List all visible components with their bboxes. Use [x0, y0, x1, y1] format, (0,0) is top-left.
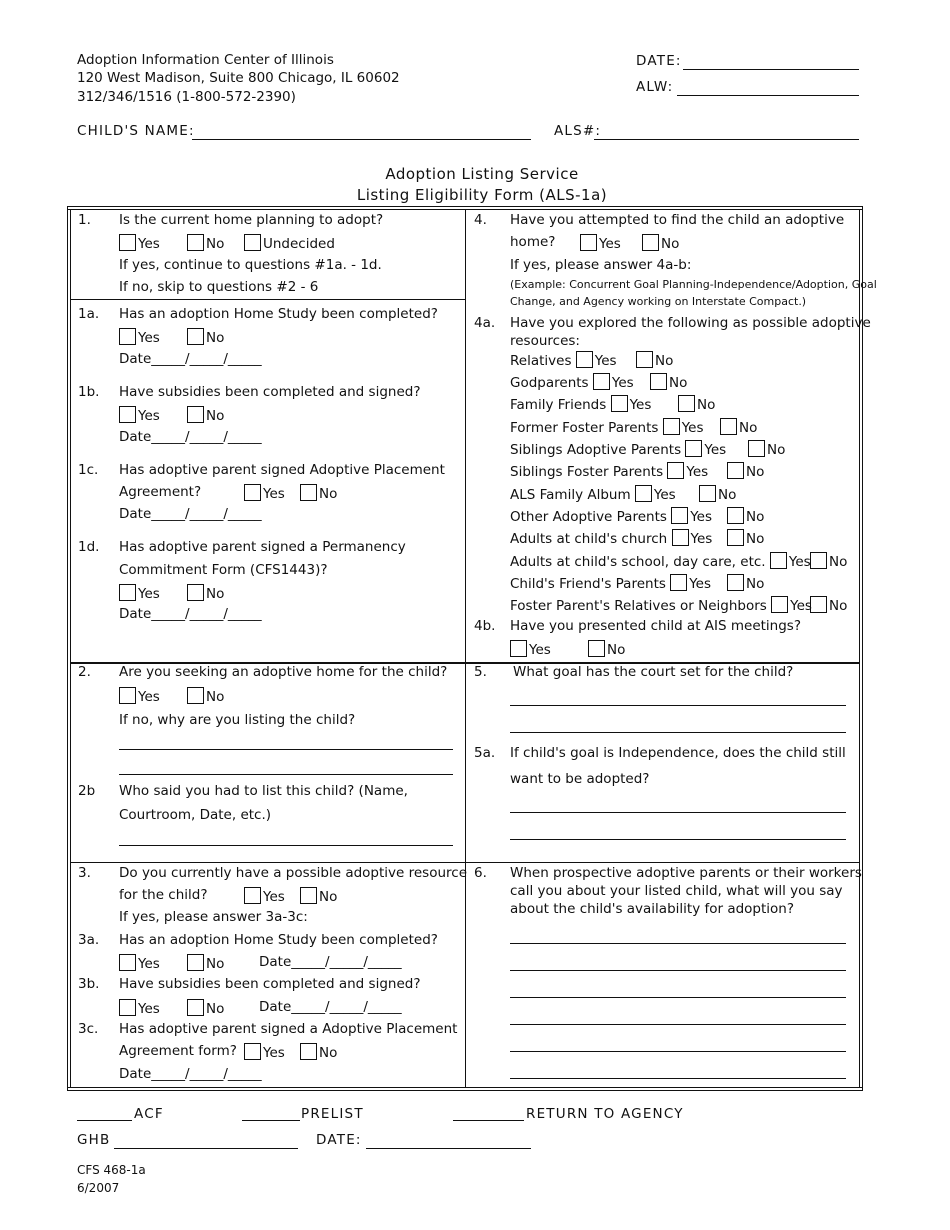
date-label: DATE: [636, 53, 682, 69]
q5a-text: If child's goal is Independence, does the child still [510, 745, 846, 761]
no-label: No [206, 689, 225, 705]
q2b-text: Who said you had to list this child? (Name, [119, 783, 408, 799]
als-album-yes-checkbox[interactable] [635, 485, 652, 502]
als-album-no-checkbox[interactable] [699, 485, 716, 502]
als-field[interactable] [594, 139, 859, 140]
q1c-yes-checkbox[interactable] [244, 484, 261, 501]
q4-no-checkbox[interactable] [642, 234, 659, 251]
yes-label: Yes [138, 689, 160, 705]
q1c-text-2: Agreement? [119, 484, 202, 500]
q1-number: 1. [78, 212, 91, 228]
q4b-no-checkbox[interactable] [588, 640, 605, 657]
q3b-text: Have subsidies been completed and signed? [119, 976, 421, 992]
q1b-yes-checkbox[interactable] [119, 406, 136, 423]
no-label: No [319, 1045, 338, 1061]
former-foster-no-checkbox[interactable] [720, 418, 737, 435]
no-label: No [829, 598, 848, 614]
q3c-no-checkbox[interactable] [300, 1043, 317, 1060]
org-phone: 312/346/1516 (1-800-572-2390) [77, 89, 296, 105]
no-label: No [746, 464, 765, 480]
q4-number: 4. [474, 212, 487, 228]
relatives-yes-checkbox[interactable] [576, 351, 593, 368]
no-label: No [206, 956, 225, 972]
q1-text: Is the current home planning to adopt? [119, 212, 384, 228]
q3a-no-checkbox[interactable] [187, 954, 204, 971]
q6-number: 6. [474, 865, 487, 881]
q2-answer-line-2[interactable] [119, 774, 453, 775]
yes-label: Yes [138, 330, 160, 346]
q1a-number: 1a. [78, 306, 100, 322]
child-name-label: CHILD'S NAME: [77, 123, 195, 139]
q1b-text: Have subsidies been completed and signed? [119, 384, 421, 400]
friends-parents-no-checkbox[interactable] [727, 574, 744, 591]
resource-row: Adults at child's school, day care, etc. Yes [510, 554, 811, 570]
yes-label: Yes [138, 586, 160, 602]
yes-label: Yes [263, 1045, 285, 1061]
resource-row: Other Adoptive Parents Yes [510, 509, 712, 525]
other-adoptive-no-checkbox[interactable] [727, 507, 744, 524]
form-date: 6/2007 [77, 1181, 120, 1195]
no-label: No [718, 487, 737, 503]
q3-yes-checkbox[interactable] [244, 887, 261, 904]
q1a-date-field[interactable]: Date_____/_____/_____ [119, 351, 262, 367]
no-label: No [746, 509, 765, 525]
siblings-adoptive-yes-checkbox[interactable] [685, 440, 702, 457]
relatives-no-checkbox[interactable] [636, 351, 653, 368]
yes-label: Yes [263, 486, 285, 502]
prelist-field[interactable] [242, 1120, 300, 1121]
no-label: No [206, 1001, 225, 1017]
no-label: No [206, 408, 225, 424]
yes-label: Yes [263, 889, 285, 905]
resource-row: Siblings Adoptive Parents Yes [510, 442, 727, 458]
q4-note: If yes, please answer 4a-b: [510, 257, 692, 273]
no-label: No [206, 586, 225, 602]
q3b-yes-checkbox[interactable] [119, 999, 136, 1016]
q5a-answer-line-1[interactable] [510, 812, 846, 813]
foster-relatives-yes-checkbox[interactable] [771, 596, 788, 613]
q3c-date-field[interactable]: Date_____/_____/_____ [119, 1066, 262, 1082]
q1-undecided-checkbox[interactable] [244, 234, 261, 251]
q1d-yes-checkbox[interactable] [119, 584, 136, 601]
yes-label: Yes [138, 236, 160, 252]
footer-date-field[interactable] [366, 1148, 531, 1149]
q1c-no-checkbox[interactable] [300, 484, 317, 501]
no-label: No [607, 642, 626, 658]
als-label: ALS#: [554, 123, 602, 139]
q1-no-checkbox[interactable] [187, 234, 204, 251]
church-yes-checkbox[interactable] [672, 529, 689, 546]
q4a-text-2: resources: [510, 333, 580, 349]
footer-date-label: DATE: [316, 1132, 362, 1148]
return-field[interactable] [453, 1120, 524, 1121]
q1-yes-checkbox[interactable] [119, 234, 136, 251]
child-name-field[interactable] [192, 139, 531, 140]
q4a-number: 4a. [474, 315, 496, 331]
resource-row: Foster Parent's Relatives or Neighbors Yes [510, 598, 812, 614]
yes-label: Yes [599, 236, 621, 252]
q1c-number: 1c. [78, 462, 99, 478]
q3-no-checkbox[interactable] [300, 887, 317, 904]
q2-answer-line-1[interactable] [119, 749, 453, 750]
q4-yes-checkbox[interactable] [580, 234, 597, 251]
q1d-text-2: Commitment Form (CFS1443)? [119, 562, 328, 578]
resource-row: Former Foster Parents Yes [510, 420, 704, 436]
q2-text: Are you seeking an adoptive home for the child? [119, 664, 448, 680]
q3a-number: 3a. [78, 932, 100, 948]
prelist-label: PRELIST [301, 1106, 364, 1122]
no-label: No [746, 576, 765, 592]
q3-number: 3. [78, 865, 91, 881]
q3c-text-2: Agreement form? [119, 1043, 237, 1059]
resource-row: Godparents Yes [510, 375, 634, 391]
q2b-text-2: Courtroom, Date, etc.) [119, 807, 272, 823]
no-label: No [319, 486, 338, 502]
resource-row: Siblings Foster Parents Yes [510, 464, 709, 480]
q4-example-2: Change, and Agency working on Interstate Compact.) [510, 295, 807, 308]
godparents-yes-checkbox[interactable] [593, 373, 610, 390]
q4b-number: 4b. [474, 618, 496, 634]
q1c-text: Has adoptive parent signed Adoptive Placement [119, 462, 445, 478]
q4b-yes-checkbox[interactable] [510, 640, 527, 657]
resource-row: Relatives Yes [510, 353, 617, 369]
form-title: Adoption Listing Service [385, 165, 579, 183]
godparents-no-checkbox[interactable] [650, 373, 667, 390]
q4-text-2: home? [510, 234, 556, 250]
q6-answer-line-5[interactable] [510, 1051, 846, 1052]
siblings-adoptive-no-checkbox[interactable] [748, 440, 765, 457]
q3b-date-field[interactable]: Date_____/_____/_____ [259, 999, 402, 1015]
q6-answer-line-2[interactable] [510, 970, 846, 971]
siblings-foster-no-checkbox[interactable] [727, 462, 744, 479]
no-label: No [739, 420, 758, 436]
q2b-answer-line[interactable] [119, 845, 453, 846]
q4a-text: Have you explored the following as possible adoptive [510, 315, 871, 331]
q1a-text: Has an adoption Home Study been completed? [119, 306, 438, 322]
org-address: 120 West Madison, Suite 800 Chicago, IL 60602 [77, 70, 400, 86]
alw-label: ALW: [636, 79, 674, 95]
friends-parents-yes-checkbox[interactable] [670, 574, 687, 591]
resource-row: Family Friends Yes [510, 397, 652, 413]
church-no-checkbox[interactable] [727, 529, 744, 546]
q3b-no-checkbox[interactable] [187, 999, 204, 1016]
date-field[interactable] [683, 69, 859, 70]
q4b-text: Have you presented child at AIS meetings? [510, 618, 801, 634]
q1b-date-field[interactable]: Date_____/_____/_____ [119, 429, 262, 445]
q1b-no-checkbox[interactable] [187, 406, 204, 423]
q1a-no-checkbox[interactable] [187, 328, 204, 345]
foster-relatives-no-checkbox[interactable] [810, 596, 827, 613]
q6-text-2: call you about your listed child, what will you say [510, 883, 843, 899]
former-foster-yes-checkbox[interactable] [663, 418, 680, 435]
no-label: No [746, 531, 765, 547]
no-label: No [206, 330, 225, 346]
no-label: No [767, 442, 786, 458]
q3b-number: 3b. [78, 976, 100, 992]
yes-label: Yes [138, 956, 160, 972]
q6-text-3: about the child's availability for adoption? [510, 901, 795, 917]
school-no-checkbox[interactable] [810, 552, 827, 569]
yes-label: Yes [529, 642, 551, 658]
q6-answer-line-3[interactable] [510, 997, 846, 998]
ghb-field[interactable] [114, 1148, 298, 1149]
undecided-label: Undecided [263, 236, 335, 252]
q5a-number: 5a. [474, 745, 496, 761]
q2-yes-checkbox[interactable] [119, 687, 136, 704]
q1d-text: Has adoptive parent signed a Permanency [119, 539, 406, 555]
resource-row: ALS Family Album Yes [510, 487, 676, 503]
family-friends-yes-checkbox[interactable] [611, 395, 628, 412]
q5-answer-line-1[interactable] [510, 705, 846, 706]
resource-row: Child's Friend's Parents Yes [510, 576, 711, 592]
no-label: No [206, 236, 225, 252]
q1d-no-checkbox[interactable] [187, 584, 204, 601]
q1d-number: 1d. [78, 539, 100, 555]
q2-note: If no, why are you listing the child? [119, 712, 356, 728]
q1d-date-field[interactable]: Date_____/_____/_____ [119, 606, 262, 622]
q1c-date-field[interactable]: Date_____/_____/_____ [119, 506, 262, 522]
ghb-label: GHB [77, 1132, 111, 1148]
q3c-yes-checkbox[interactable] [244, 1043, 261, 1060]
q6-answer-line-1[interactable] [510, 943, 846, 944]
no-label: No [661, 236, 680, 252]
no-label: No [829, 554, 848, 570]
q5a-text-2: want to be adopted? [510, 771, 650, 787]
q1-note-no: If no, skip to questions #2 - 6 [119, 279, 319, 295]
yes-label: Yes [138, 408, 160, 424]
yes-label: Yes [138, 1001, 160, 1017]
q3-text: Do you currently have a possible adoptive resource [119, 865, 468, 881]
q3-text-2: for the child? [119, 887, 208, 903]
org-name: Adoption Information Center of Illinois [77, 52, 334, 68]
q3a-date-field[interactable]: Date_____/_____/_____ [259, 954, 402, 970]
q4-example: (Example: Concurrent Goal Planning-Independence/Adoption, Goal [510, 278, 877, 291]
q6-answer-line-6[interactable] [510, 1078, 846, 1079]
q1b-number: 1b. [78, 384, 100, 400]
acf-field[interactable] [77, 1120, 132, 1121]
q3a-text: Has an adoption Home Study been completed? [119, 932, 438, 948]
no-label: No [697, 397, 716, 413]
family-friends-no-checkbox[interactable] [678, 395, 695, 412]
no-label: No [655, 353, 674, 369]
q5-answer-line-2[interactable] [510, 732, 846, 733]
q4-text: Have you attempted to find the child an adoptive [510, 212, 845, 228]
q5-number: 5. [474, 664, 487, 680]
q2b-number: 2b [78, 783, 96, 799]
no-label: No [669, 375, 688, 391]
q1-note-yes: If yes, continue to questions #1a. - 1d. [119, 257, 382, 273]
other-adoptive-yes-checkbox[interactable] [671, 507, 688, 524]
no-label: No [319, 889, 338, 905]
siblings-foster-yes-checkbox[interactable] [667, 462, 684, 479]
q3-note: If yes, please answer 3a-3c: [119, 909, 308, 925]
alw-field[interactable] [677, 95, 859, 96]
q2-no-checkbox[interactable] [187, 687, 204, 704]
q6-answer-line-4[interactable] [510, 1024, 846, 1025]
school-yes-checkbox[interactable] [770, 552, 787, 569]
q6-text: When prospective adoptive parents or their workers [510, 865, 862, 881]
q3a-yes-checkbox[interactable] [119, 954, 136, 971]
resource-row: Adults at child's church Yes [510, 531, 713, 547]
q5a-answer-line-2[interactable] [510, 839, 846, 840]
q2-number: 2. [78, 664, 91, 680]
return-label: RETURN TO AGENCY [526, 1106, 684, 1122]
acf-label: ACF [134, 1106, 164, 1122]
form-subtitle: Listing Eligibility Form (ALS-1a) [356, 186, 608, 204]
q3c-number: 3c. [78, 1021, 99, 1037]
form-number: CFS 468-1a [77, 1163, 146, 1177]
q3c-text: Has adoptive parent signed a Adoptive Placement [119, 1021, 458, 1037]
q1a-yes-checkbox[interactable] [119, 328, 136, 345]
q5-text: What goal has the court set for the child? [513, 664, 794, 680]
